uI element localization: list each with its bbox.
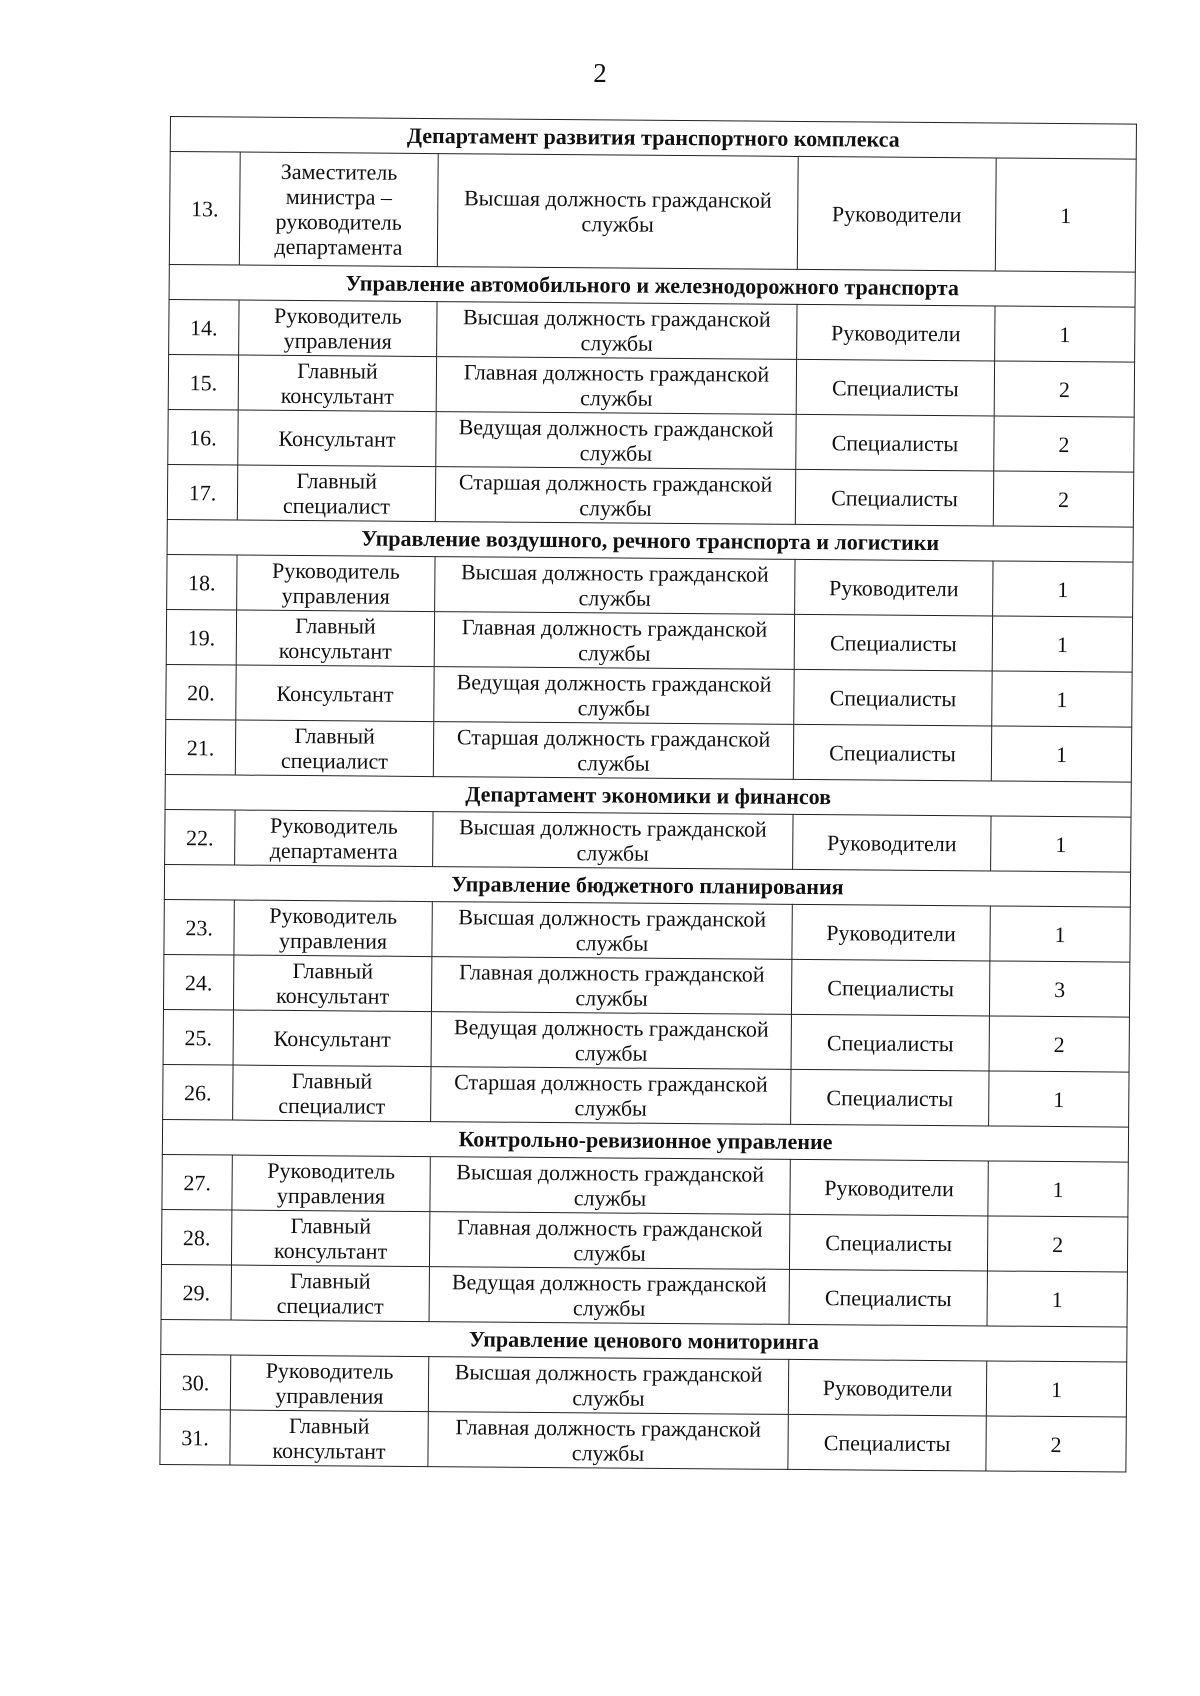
position-group: Руководители <box>790 1159 988 1216</box>
position-title: Главный специалист <box>235 720 433 777</box>
row-number: 28. <box>161 1209 231 1265</box>
row-number: 27. <box>162 1154 232 1210</box>
row-number: 29. <box>161 1264 231 1320</box>
position-count: 2 <box>986 1416 1126 1472</box>
position-category: Главная должность гражданской службы <box>431 957 791 1015</box>
position-title: Заместитель министра – руководитель департамента <box>239 152 438 267</box>
position-category: Ведущая должность гражданской службы <box>431 1012 791 1070</box>
row-number: 25. <box>163 1009 233 1065</box>
table-row <box>167 464 1133 527</box>
position-group: Специалисты <box>791 959 989 1016</box>
position-category: Высшая должность гражданской службы <box>435 557 795 615</box>
section-title: Управление бюджетного планирования <box>164 864 1130 907</box>
position-title: Консультант <box>233 1010 431 1067</box>
section-title: Контрольно-ревизионное управление <box>162 1119 1128 1162</box>
position-count: 2 <box>987 1216 1127 1272</box>
position-count: 1 <box>991 816 1131 872</box>
section-title: Управление воздушного, речного транспорта и логистики <box>167 519 1133 562</box>
section-title: Управление ценового мониторинга <box>161 1319 1127 1362</box>
table-row <box>162 1154 1128 1217</box>
position-group: Руководители <box>793 814 991 871</box>
position-category: Главная должность гражданской службы <box>434 612 794 670</box>
table-row <box>165 809 1131 872</box>
row-number: 18. <box>167 554 237 610</box>
position-category: Высшая должность гражданской службы <box>437 154 798 270</box>
row-number: 24. <box>163 954 233 1010</box>
table-row <box>163 1009 1129 1072</box>
position-group: Руководители <box>797 156 996 271</box>
position-group: Специалисты <box>789 1269 987 1326</box>
position-title: Руководитель департамента <box>235 810 433 867</box>
position-count: 1 <box>995 306 1135 362</box>
row-number: 26. <box>163 1064 233 1120</box>
position-count: 2 <box>994 361 1134 417</box>
table-row <box>169 299 1135 362</box>
position-title: Руководитель управления <box>239 300 437 357</box>
position-count: 2 <box>989 1016 1129 1072</box>
position-group: Специалисты <box>789 1214 987 1271</box>
position-category: Старшая должность гражданской службы <box>431 1067 791 1125</box>
position-category: Старшая должность гражданской службы <box>433 722 793 780</box>
row-number: 22. <box>165 809 235 865</box>
position-category: Высшая должность гражданской службы <box>437 302 797 360</box>
row-number: 14. <box>169 299 239 355</box>
position-group: Специалисты <box>796 414 994 471</box>
position-category: Высшая должность гражданской службы <box>432 902 792 960</box>
position-title: Главный консультант <box>231 1210 429 1267</box>
row-number: 19. <box>166 609 236 665</box>
position-count: 3 <box>989 961 1129 1017</box>
position-title: Руководитель управления <box>237 555 435 612</box>
position-title: Консультант <box>236 665 434 722</box>
position-title: Главный консультант <box>230 1410 428 1467</box>
row-number: 23. <box>164 899 234 955</box>
table-row <box>168 409 1134 472</box>
position-category: Главная должность гражданской службы <box>428 1412 788 1470</box>
page-number: 2 <box>593 58 607 88</box>
position-category: Старшая должность гражданской службы <box>435 467 795 525</box>
table-row <box>165 719 1131 782</box>
table-row <box>161 1209 1127 1272</box>
position-category: Высшая должность гражданской службы <box>430 1157 790 1215</box>
position-title: Главный консультант <box>236 610 434 667</box>
position-title: Главный специалист <box>237 465 435 522</box>
position-title: Консультант <box>238 410 436 467</box>
position-group: Специалисты <box>793 724 991 781</box>
position-title: Руководитель управления <box>230 1355 428 1412</box>
position-group: Специалисты <box>796 359 994 416</box>
position-title: Главный консультант <box>233 955 431 1012</box>
row-number: 21. <box>165 719 235 775</box>
table-row <box>163 954 1129 1017</box>
section-title: Департамент развития транспортного комплекса <box>170 117 1136 160</box>
table-row <box>168 354 1134 417</box>
row-number: 17. <box>167 464 237 520</box>
position-group: Специалисты <box>791 1014 989 1071</box>
table-row <box>169 152 1136 273</box>
section-title: Управление автомобильного и железнодорожного транспорта <box>169 264 1135 307</box>
position-count: 1 <box>986 1361 1126 1417</box>
position-category: Высшая должность гражданской службы <box>433 812 793 870</box>
position-category: Высшая должность гражданской службы <box>428 1357 788 1415</box>
staff-table-wrapper <box>159 116 1136 1473</box>
position-group: Руководители <box>792 904 990 961</box>
table-row <box>166 609 1132 672</box>
position-group: Руководители <box>797 304 995 361</box>
position-group: Специалисты <box>794 669 992 726</box>
row-number: 13. <box>169 152 240 266</box>
position-category: Главная должность гражданской службы <box>436 357 796 415</box>
position-count: 1 <box>992 616 1132 672</box>
table-row <box>166 664 1132 727</box>
position-group: Руководители <box>788 1359 986 1416</box>
table-row <box>161 1264 1127 1327</box>
position-category: Ведущая должность гражданской службы <box>436 412 796 470</box>
table-row <box>160 1354 1126 1417</box>
position-count: 1 <box>995 158 1136 272</box>
position-title: Руководитель управления <box>232 1155 430 1212</box>
position-count: 1 <box>988 1161 1128 1217</box>
table-row <box>164 899 1130 962</box>
position-count: 1 <box>993 561 1133 617</box>
position-title: Руководитель управления <box>234 900 432 957</box>
staff-table <box>159 116 1137 1473</box>
position-category: Главная должность гражданской службы <box>429 1212 789 1270</box>
row-number: 15. <box>168 354 238 410</box>
table-row <box>163 1064 1129 1127</box>
table-row <box>167 554 1133 617</box>
position-category: Ведущая должность гражданской службы <box>434 667 794 725</box>
position-group: Специалисты <box>794 614 992 671</box>
position-group: Руководители <box>795 559 993 616</box>
table-row <box>160 1409 1126 1472</box>
position-count: 1 <box>992 671 1132 727</box>
position-title: Главный консультант <box>238 355 436 412</box>
position-count: 1 <box>990 906 1130 962</box>
position-title: Главный специалист <box>233 1065 431 1122</box>
row-number: 30. <box>160 1354 230 1410</box>
position-count: 1 <box>991 726 1131 782</box>
position-category: Ведущая должность гражданской службы <box>429 1267 789 1325</box>
row-number: 16. <box>168 409 238 465</box>
row-number: 31. <box>160 1409 230 1465</box>
position-group: Специалисты <box>791 1069 989 1126</box>
section-title: Департамент экономики и финансов <box>165 774 1131 817</box>
position-count: 1 <box>989 1071 1129 1127</box>
position-count: 1 <box>987 1271 1127 1327</box>
position-count: 2 <box>994 416 1134 472</box>
row-number: 20. <box>166 664 236 720</box>
position-count: 2 <box>993 471 1133 527</box>
position-group: Специалисты <box>795 469 993 526</box>
position-title: Главный специалист <box>231 1265 429 1322</box>
position-group: Специалисты <box>788 1414 986 1471</box>
